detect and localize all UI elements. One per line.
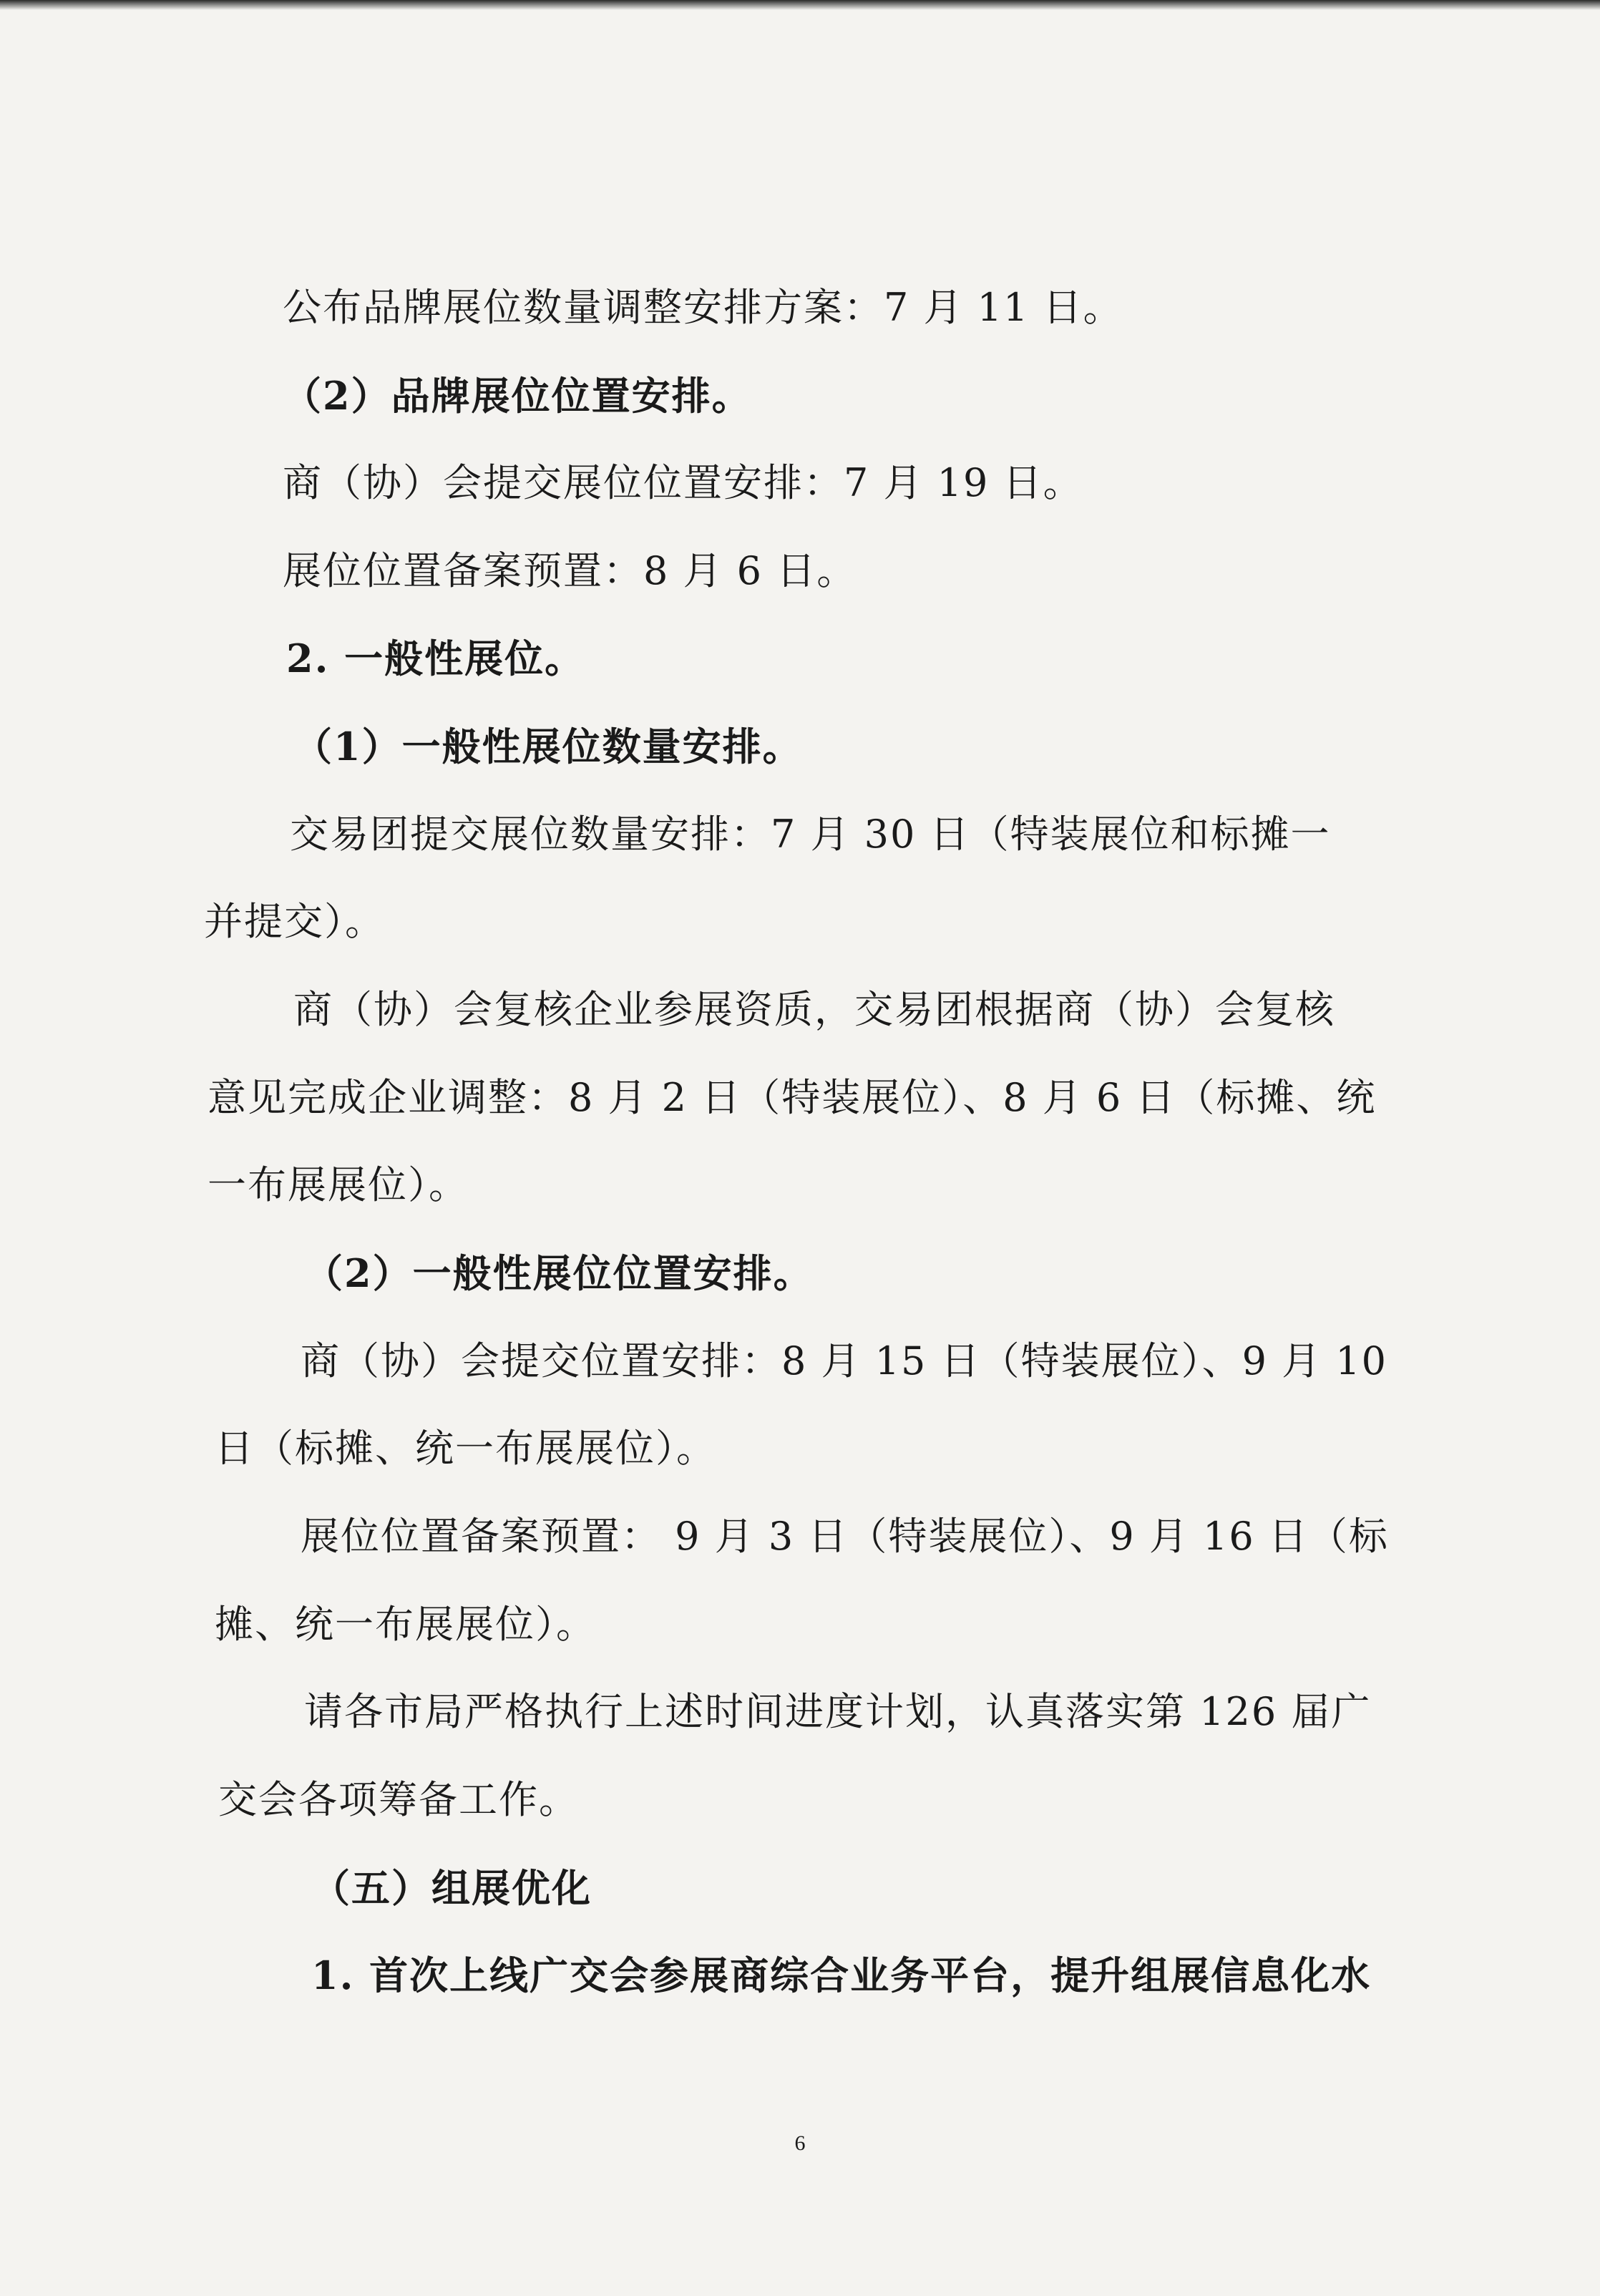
paragraph-line-11: 一布展展位）。 (208, 1162, 469, 1207)
paragraph-line-14: 日（标摊、统一布展展位）。 (215, 1426, 716, 1471)
paragraph-line-13: 商（协）会提交位置安排：8 月 15 日（特装展位）、9 月 10 (301, 1338, 1387, 1383)
paragraph-line-17: 请各市局严格执行上述时间进度计划，认真落实第 126 届广 (304, 1689, 1372, 1734)
paragraph-line-7: 交易团提交展位数量安排：7 月 30 日（特装展位和标摊一 (290, 812, 1331, 857)
paragraph-line-6: （1）一般性展位数量安排。 (293, 724, 803, 769)
paragraph-line-3: 商（协）会提交展位位置安排：7 月 19 日。 (283, 460, 1083, 505)
paragraph-line-4: 展位位置备案预置：8 月 6 日。 (283, 548, 857, 593)
paragraph-line-16: 摊、统一布展展位）。 (215, 1602, 596, 1647)
paragraph-line-8: 并提交）。 (204, 899, 385, 944)
paragraph-line-5: 2. 一般性展位。 (286, 636, 585, 681)
page-number: 6 (794, 2131, 806, 2155)
paragraph-line-19: （五）组展优化 (311, 1865, 592, 1911)
paragraph-line-2: （2）品牌展位位置安排。 (283, 373, 752, 419)
paragraph-line-9: 商（协）会复核企业参展资质，交易团根据商（协）会复核 (293, 987, 1335, 1032)
paragraph-line-1: 公布品牌展位数量调整安排方案：7 月 11 日。 (283, 285, 1123, 330)
paragraph-line-12: （2）一般性展位位置安排。 (304, 1250, 814, 1296)
paragraph-line-15: 展位位置备案预置： 9 月 3 日（特装展位）、9 月 16 日（标 (301, 1514, 1389, 1559)
paragraph-line-18: 交会各项筹备工作。 (218, 1777, 579, 1822)
paragraph-line-20: 1. 首次上线广交会参展商综合业务平台，提升组展信息化水 (311, 1952, 1372, 1998)
paragraph-line-10: 意见完成企业调整：8 月 2 日（特装展位）、8 月 6 日（标摊、统 (208, 1075, 1377, 1120)
